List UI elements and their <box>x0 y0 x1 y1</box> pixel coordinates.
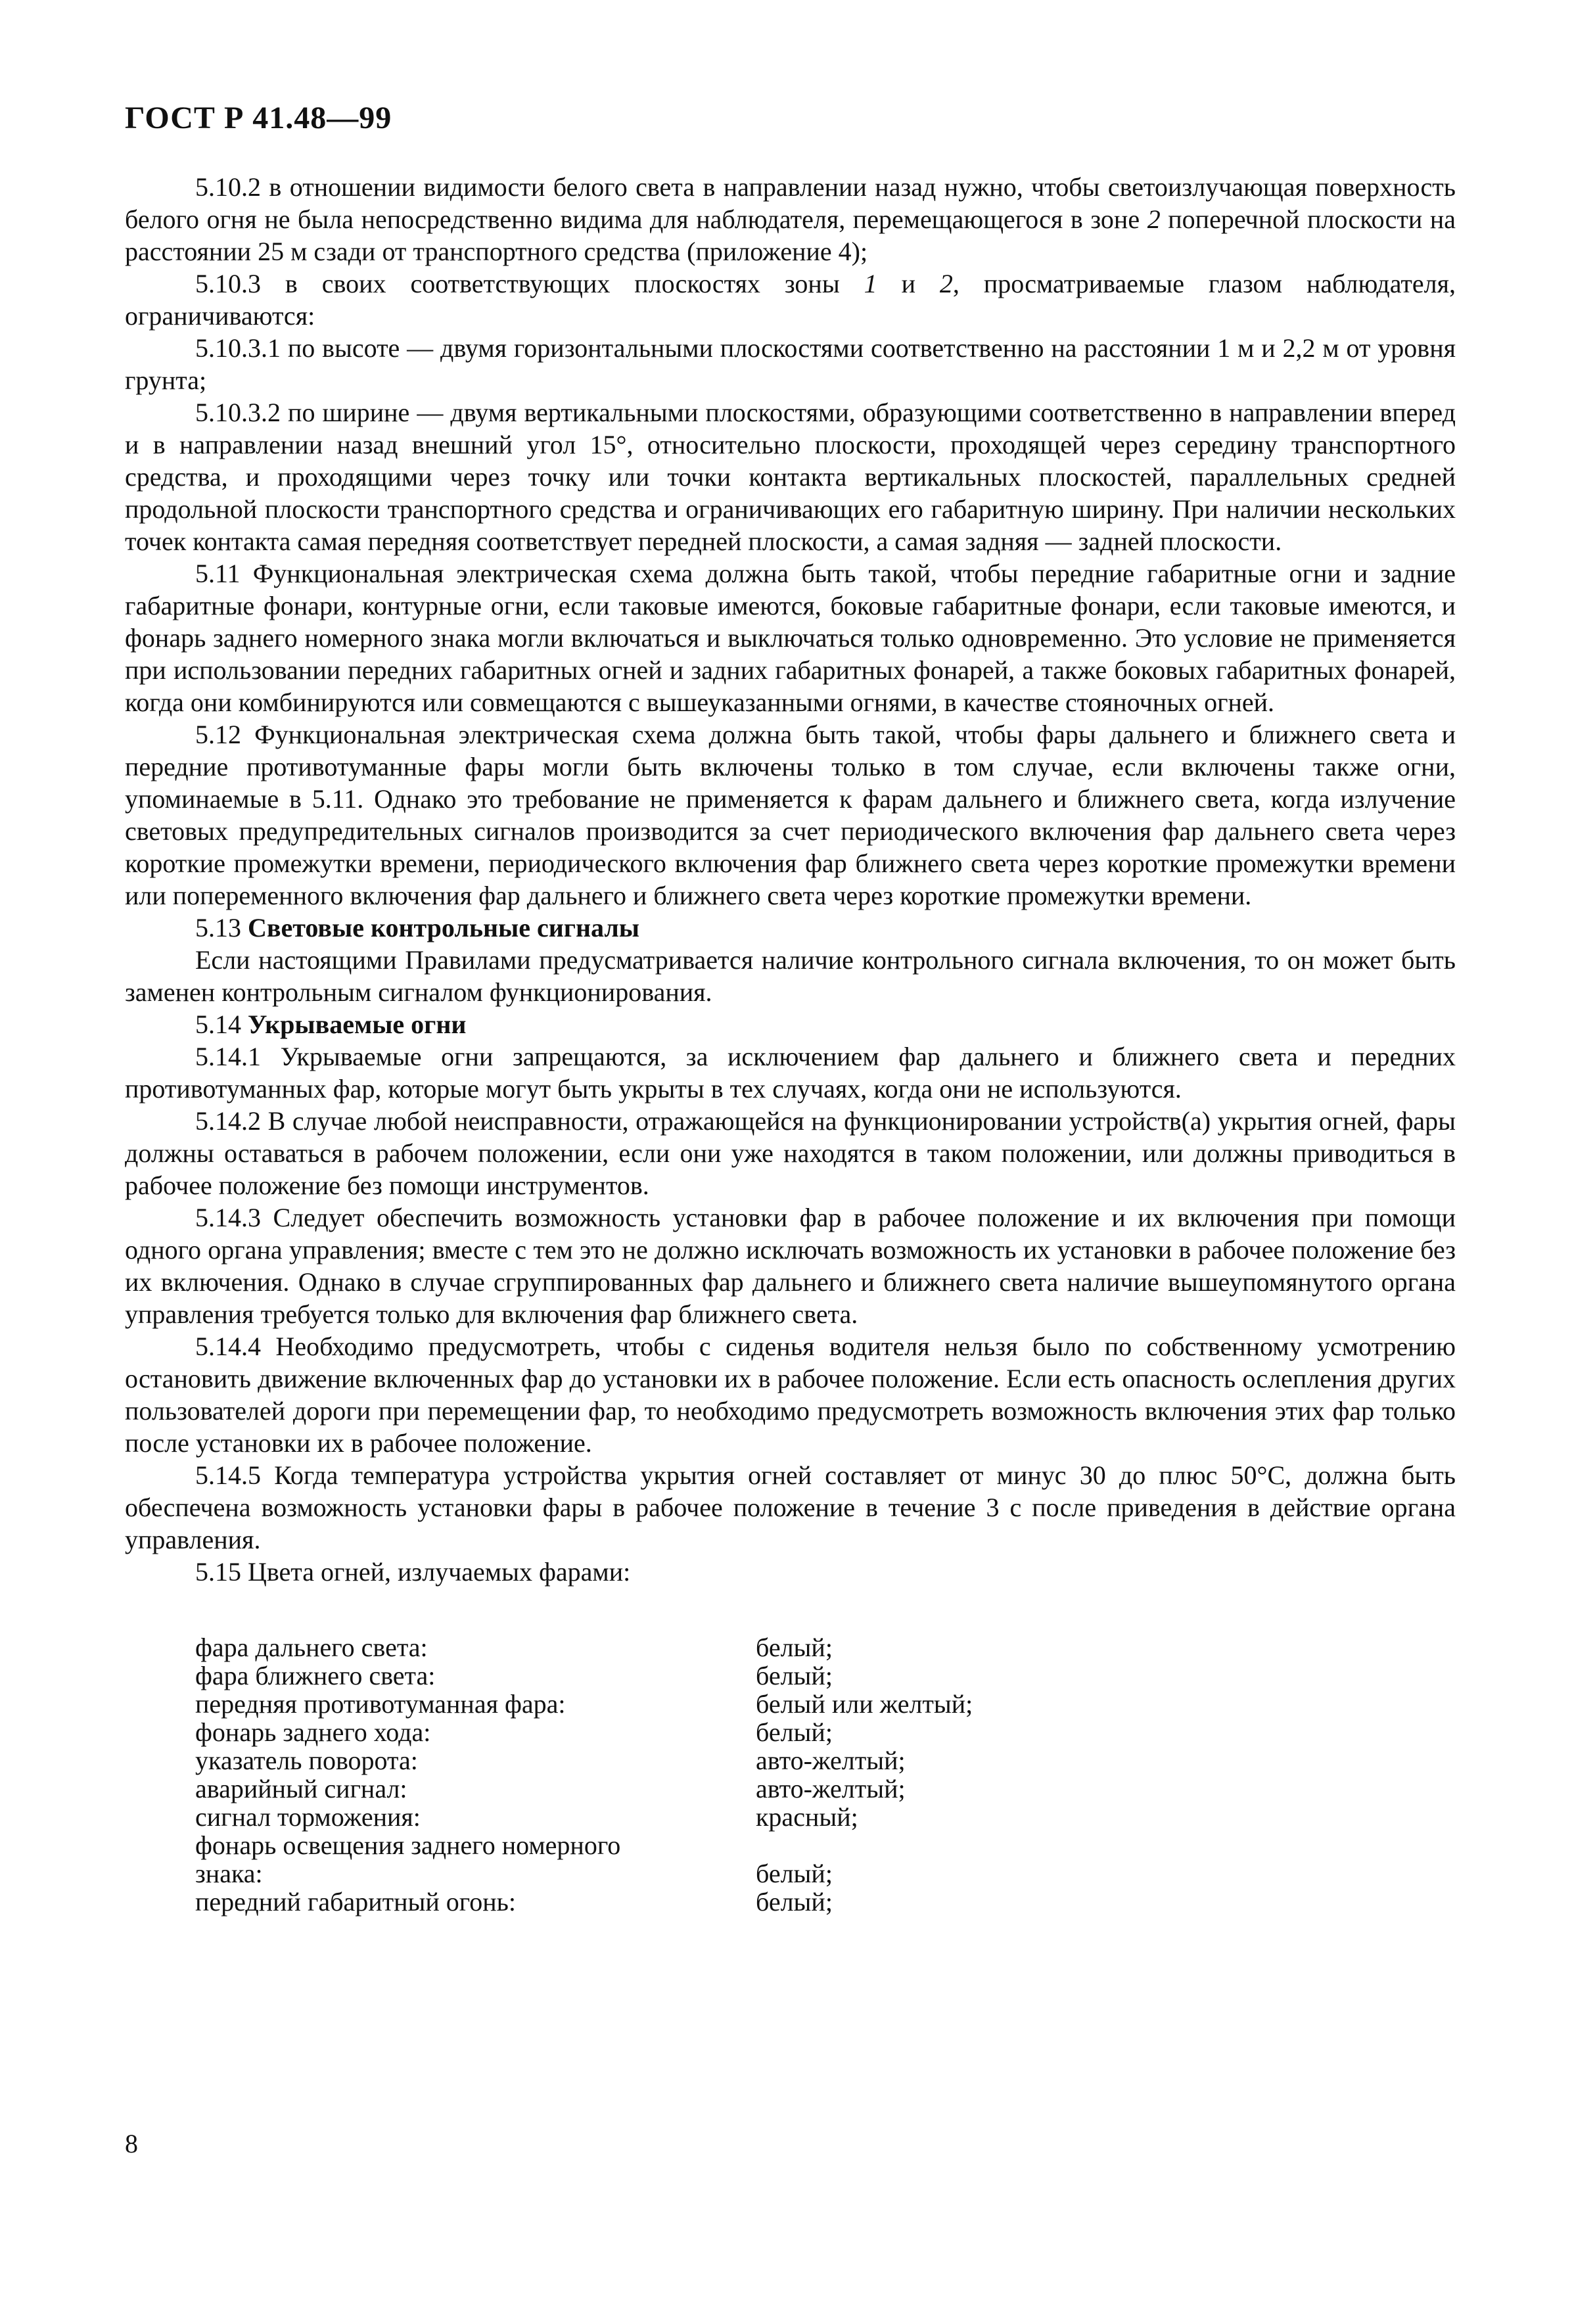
lamp-color: белый; <box>756 1887 833 1917</box>
section-title: Укрываемые огни <box>248 1010 467 1039</box>
lamp-color: белый; <box>756 1633 833 1662</box>
document-body <box>125 171 1456 1916</box>
lamp-color: авто-желтый; <box>756 1746 906 1775</box>
paragraph-text: и <box>877 269 940 298</box>
lamp-color <box>756 1831 1456 1859</box>
section-5-14-heading <box>125 1008 1456 1040</box>
paragraph-5-10-3 <box>125 267 1456 332</box>
paragraph-5-14-1: 5.14.1 Укрываемые огни запрещаются, за исключением фар дальнего и ближнего света и передних противотуманных фар, которые могут быть укрыты в тех случаях, когда они не используются. <box>125 1042 1456 1104</box>
section-number: 5.13 <box>195 913 241 942</box>
paragraph-5-13-body: Если настоящими Правилами предусматривается наличие контрольного сигнала включения, то он может быть заменен контрольным сигналом функционирования. <box>125 945 1456 1007</box>
paragraph-5-14-4: 5.14.4 Необходимо предусмотреть, чтобы с сиденья водителя нельзя было по собственному усмотрению остановить движение включенных фар до установки их в рабочее положение. Если есть опасность ослепления других пользователей дороги при перемещении фар, то необходимо предусмотреть возможность включения этих фар только после установки их в рабочее положение. <box>125 1332 1456 1458</box>
lamp-name: сигнал торможения: <box>195 1802 421 1832</box>
paragraph-5-10-3-2: 5.10.3.2 по ширине — двумя вертикальными плоскостями, образующими соответственно в направлении вперед и в направлении назад внешний угол 15°, относительно плоскости, проходящей через середину транспортного средства, и проходящими через точку или точки контакта вертикальных плоскостей, параллельных средней продольной плоскости транспортного средства и ограничивающих его габаритную ширину. При наличии нескольких точек контакта самая передняя соответствует передней плоскости, а самая задняя — задней плоскости. <box>125 398 1456 556</box>
zone-number: 1 <box>864 269 877 298</box>
lamp-name: аварийный сигнал: <box>195 1774 407 1803</box>
paragraph-text: , просматриваемые глазом наблюдателя, ограничиваются: <box>125 269 1456 331</box>
zone-number: 2 <box>1147 204 1161 234</box>
paragraph-5-10-2 <box>125 171 1456 267</box>
paragraph-5-14-2: 5.14.2 В случае любой неисправности, отражающейся на функционировании устройств(а) укрытия огней, фары должны оставаться в рабочем положении, если они уже находятся в таком положении, или должны приводиться в рабочее положение без помощи инструментов. <box>125 1106 1456 1200</box>
zone-number: 2 <box>939 269 953 298</box>
lamp-colors-table <box>195 1633 1456 1916</box>
lamp-color: красный; <box>756 1802 858 1832</box>
lamp-color: авто-желтый; <box>756 1774 906 1803</box>
lamp-color: белый; <box>756 1661 833 1690</box>
paragraph-5-14-3: 5.14.3 Следует обеспечить возможность установки фар в рабочее положение и их включения при помощи одного органа управления; вместе с тем это не должно исключать возможность их установки в рабочее положение без их включения. Однако в случае сгруппированных фар дальнего и ближнего света наличие вышеупомянутого органа управления требуется только для включения фар ближнего света. <box>125 1203 1456 1329</box>
table-row <box>195 1775 1456 1803</box>
section-number: 5.14 <box>195 1010 241 1039</box>
table-row <box>195 1690 1456 1718</box>
lamp-name: фонарь освещения заднего номерного <box>195 1830 621 1860</box>
paragraph-text: 5.10.2 в отношении видимости белого света в направлении назад нужно, чтобы светоизлучающая поверхность белого огня не была непосредственно видима для наблюдателя, перемещающегося в зоне <box>125 172 1456 234</box>
table-row <box>195 1633 1456 1662</box>
lamp-name: фонарь заднего хода: <box>195 1717 431 1747</box>
section-5-13-heading <box>125 912 1456 944</box>
table-row <box>195 1803 1456 1831</box>
lamp-name: указатель поворота: <box>195 1746 418 1775</box>
page-number: 8 <box>125 2129 138 2158</box>
paragraph-text: 5.10.3 в своих соответствующих плоскостях зоны <box>195 269 864 298</box>
paragraph-5-12: 5.12 Функциональная электрическая схема должна быть такой, чтобы фары дальнего и ближнего света и передние противотуманные фары могли быть включены только в том случае, если включены также огни, упоминаемые в 5.11. Однако это требование не применяется к фарам дальнего и ближнего света, когда излучение световых предупредительных сигналов производится за счет периодического включения фар дальнего света через короткие промежутки времени, периодического включения фар ближнего света через короткие промежутки времени или попеременного включения фар дальнего и ближнего света через короткие промежутки времени. <box>125 720 1456 910</box>
lamp-name: фара ближнего света: <box>195 1661 436 1690</box>
lamp-color: белый; <box>756 1859 833 1888</box>
paragraph-text: поперечной плоскости на расстоянии 25 м сзади от транспортного средства (приложение 4); <box>125 204 1456 266</box>
document-header: ГОСТ Р 41.48—99 <box>125 101 392 135</box>
lamp-name: фара дальнего света: <box>195 1633 428 1662</box>
paragraph-5-11: 5.11 Функциональная электрическая схема должна быть такой, чтобы передние габаритные огни и задние габаритные фонари, контурные огни, если таковые имеются, боковые габаритные фонари, если таковые имеются, и фонарь заднего номерного знака могли включаться и выключаться только одновременно. Это условие не применяется при использовании передних габаритных огней и задних габаритных фонарей, а также боковых габаритных фонарей, когда они комбинируются или совмещаются с вышеуказанными огнями, в качестве стояночных огней. <box>125 559 1456 717</box>
section-title: Световые контрольные сигналы <box>248 913 640 942</box>
table-row <box>195 1888 1456 1916</box>
table-row <box>195 1718 1456 1746</box>
paragraph-5-10-3-1: 5.10.3.1 по высоте — двумя горизонтальными плоскостями соответственно на расстоянии 1 м и 2,2 м от уровня грунта; <box>125 333 1456 395</box>
lamp-name: передний габаритный огонь: <box>195 1887 516 1917</box>
lamp-color: белый; <box>756 1717 833 1747</box>
table-row <box>195 1831 1456 1859</box>
lamp-name: передняя противотуманная фара: <box>195 1689 566 1719</box>
paragraph-5-14-5: 5.14.5 Когда температура устройства укрытия огней составляет от минус 30 до плюс 50°C, должна быть обеспечена возможность установки фары в рабочее положение в течение 3 с после приведения в действие органа управления. <box>125 1460 1456 1554</box>
lamp-name: знака: <box>195 1859 263 1888</box>
paragraph-5-15: 5.15 Цвета огней, излучаемых фарами: <box>195 1557 631 1587</box>
table-row <box>195 1859 1456 1888</box>
lamp-color: белый или желтый; <box>756 1689 973 1719</box>
table-row <box>195 1662 1456 1690</box>
table-row <box>195 1746 1456 1775</box>
